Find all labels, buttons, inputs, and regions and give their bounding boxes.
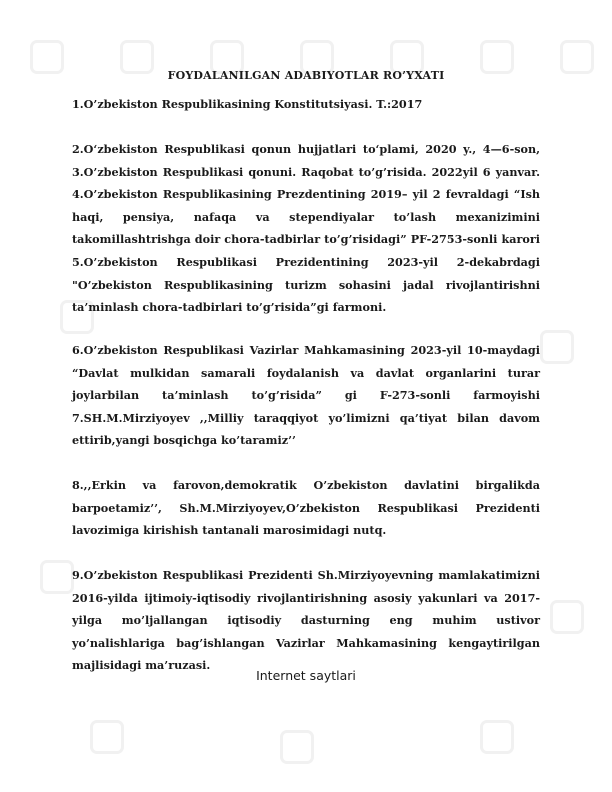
watermark-square xyxy=(40,560,74,594)
watermark-square xyxy=(30,40,64,74)
reference-entry: 6.O’zbekiston Respublikasi Vazirlar Mahkamasining 2023-yil 10-maydagi “Davlat mulkidan samarali foydalanish va davlat organlarini turar joylarbilan ta’minlash to’g’risida” gi F-273-sonli farmoyishi 7.SH.M.Mirziyoyev ,,Milliy taraqqiyot yo’limizni qa’tiyat bilan davom ettirib,yangi bosqichga ko’taramiz’’ xyxy=(72,343,540,448)
reference-entry: 1.O’zbekiston Respublikasining Konstitutsiyasi. T.:2017 xyxy=(72,97,423,111)
watermark-square xyxy=(540,330,574,364)
reference-entry: 8.,,Erkin va farovon,demokratik O’zbekiston davlatini birgalikda barpoetamiz’’, Sh.M.Mirziyoyev,O’zbekiston Respublikasi Prezidenti lavozimiga kirishish tantanali marosimidagi nutq. xyxy=(72,478,540,538)
internet-sites-heading: Internet saytlari xyxy=(256,668,356,683)
watermark-square xyxy=(550,600,584,634)
reference-entry: 9.O’zbekiston Respublikasi Prezidenti Sh.Mirziyoyevning mamlakatimizni 2016-yilda ijtimoiy-iqtisodiy rivojlantirishning asosiy yakunlari va 2017-yilga mo’ljallangan iqtisodiy dasturning eng muhim ustivor yo’nalishlariga bag’ishlangan Vazirlar Mahkamasining kengaytirilgan majlisidagi ma’ruzasi. xyxy=(72,568,540,673)
watermark-square xyxy=(280,730,314,764)
watermark-square xyxy=(560,40,594,74)
watermark-square xyxy=(90,720,124,754)
reference-entry: 2.O‘zbekiston Respublikasi qonun hujjatlari to‘plami, 2020 y., 4—6-son, 3.O’zbekiston Respublikasi qonuni. Raqobat to’g’risida. 2022yil 6 yanvar. 4.O’zbekiston Respublikasining Prezdentining 2019– yil 2 fevraldagi “Ish haqi, pensiya, nafaqa va stependiyalar to’lash mexanizimini takomillashtrishga doir chora-tadbirlar to’g’risidagi” PF-2753-sonli karori 5.O’zbekiston Respublikasi Prezidentining 2023-yil 2-dekabrdagi "O’zbekiston Respublikasining turizm sohasini jadal rivojlantirishni ta’minlash chora-tadbirlari to’g’risida”gi farmoni. xyxy=(72,142,540,315)
watermark-square xyxy=(480,720,514,754)
references-title: FOYDALANILGAN ADABIYOTLAR RO’YXATI xyxy=(167,69,445,82)
